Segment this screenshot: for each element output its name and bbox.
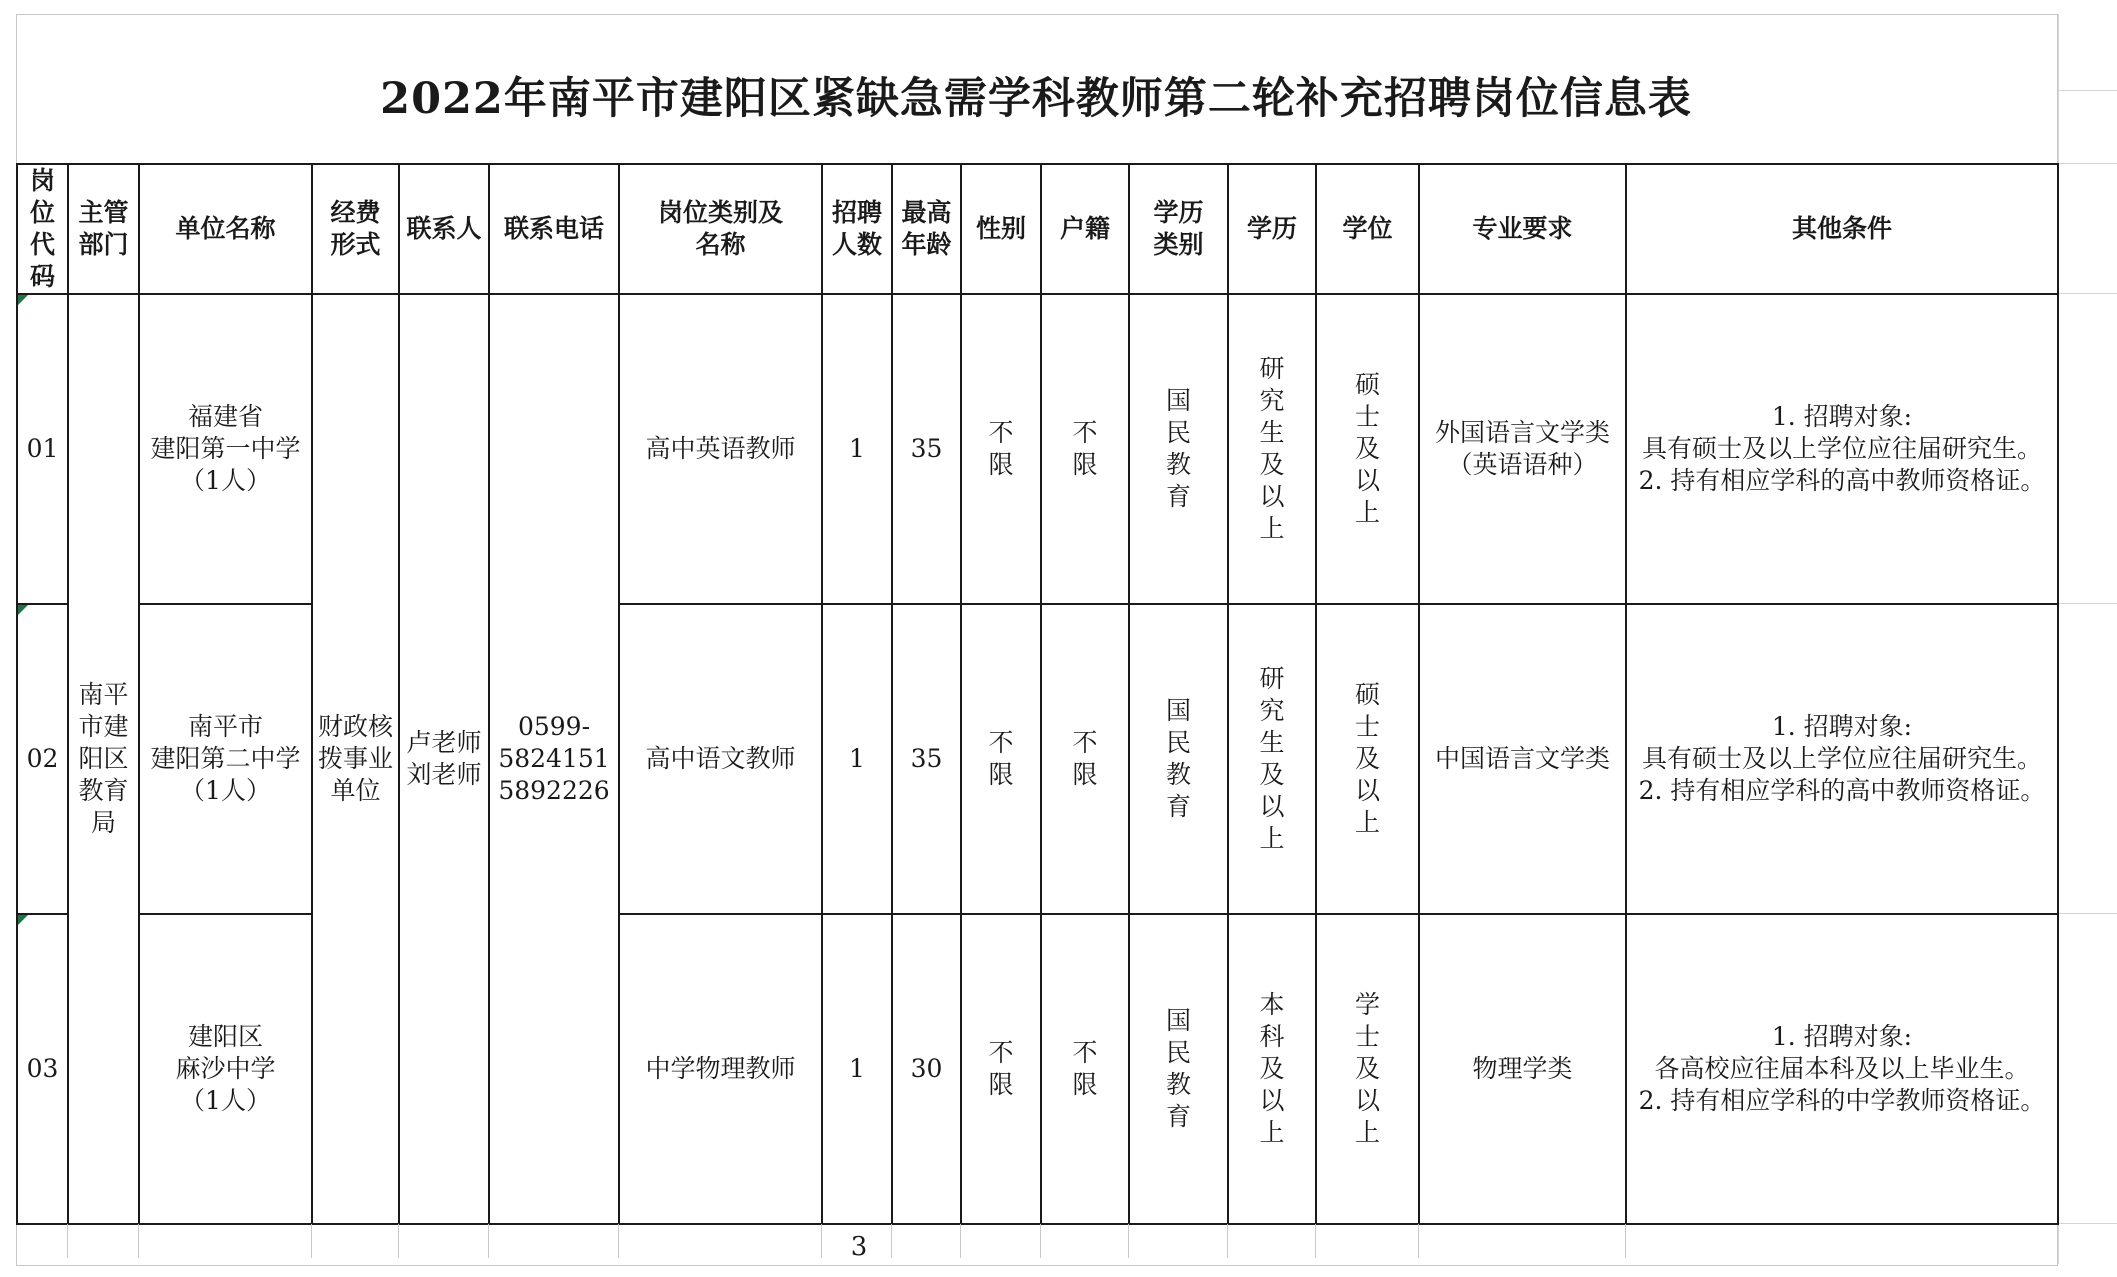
- header-funding: 经费形式: [312, 164, 399, 294]
- header-edu-type: 学历类别: [1129, 164, 1228, 294]
- unit-line: （1人）: [180, 1086, 271, 1115]
- cell-hukou: 不限: [1041, 604, 1129, 914]
- footer-gridline: [1418, 1224, 1419, 1258]
- other-line: 2. 持有相应学科的高中教师资格证。: [1638, 466, 2046, 495]
- header-unit: 单位名称: [139, 164, 312, 294]
- footer-gridline: [960, 1224, 961, 1258]
- cell-count: 1: [822, 914, 892, 1224]
- cell-count: 1: [822, 294, 892, 604]
- major-line: 外国语言文学类: [1434, 418, 1610, 447]
- sheet-gridline: [2058, 603, 2117, 604]
- cell-gender: 不限: [961, 604, 1041, 914]
- other-line: 1. 招聘对象:: [1771, 402, 1913, 431]
- cell-position: 高中语文教师: [619, 604, 822, 914]
- major-line: 中国语言文学类: [1434, 744, 1610, 773]
- unit-line: 南平市: [187, 712, 263, 741]
- cell-hukou: 不限: [1041, 294, 1129, 604]
- other-line: 1. 招聘对象:: [1771, 1022, 1913, 1051]
- footer-gridline: [67, 1224, 68, 1258]
- header-major: 专业要求: [1419, 164, 1626, 294]
- header-edu: 学历: [1228, 164, 1316, 294]
- other-line: 2. 持有相应学科的中学教师资格证。: [1638, 1086, 2046, 1115]
- unit-line: 建阳区: [187, 1022, 263, 1051]
- cell-degree: 学士及以上: [1316, 914, 1419, 1224]
- header-phone: 联系电话: [489, 164, 619, 294]
- phone-line: 0599-: [517, 712, 591, 741]
- table-row: [17, 294, 2058, 604]
- footer-gridline: [1227, 1224, 1228, 1258]
- cell-age: 30: [892, 914, 961, 1224]
- cell-dept: 南平市建阳区教育局: [68, 294, 139, 1224]
- unit-line: （1人）: [180, 776, 271, 805]
- footer-gridline: [1315, 1224, 1316, 1258]
- sheet-gridline: [2058, 293, 2117, 294]
- header-position: 岗位类别及名称: [619, 164, 822, 294]
- header-contact: 联系人: [399, 164, 489, 294]
- cell-marker-icon: [18, 605, 28, 615]
- major-line: （英语语种）: [1447, 450, 1598, 479]
- cell-marker-icon: [18, 915, 28, 925]
- header-hukou: 户籍: [1041, 164, 1129, 294]
- recruitment-table: [16, 163, 2059, 1225]
- footer-gridline: [398, 1224, 399, 1258]
- cell-code: 02: [17, 604, 68, 914]
- sheet-gridline: [2058, 90, 2117, 91]
- cell-gender: 不限: [961, 914, 1041, 1224]
- cell-funding: 财政核拨事业单位: [312, 294, 399, 1224]
- footer-gridline: [1128, 1224, 1129, 1258]
- unit-line: 麻沙中学: [175, 1054, 276, 1083]
- other-line: 具有硕士及以上学位应往届研究生。: [1641, 744, 2042, 773]
- cell-major: [1419, 914, 1626, 1224]
- phone-line: 5892226: [498, 776, 610, 805]
- footer-gridline: [311, 1224, 312, 1258]
- unit-line: 福建省: [187, 402, 263, 431]
- cell-other: [1626, 604, 2058, 914]
- cell-position: 中学物理教师: [619, 914, 822, 1224]
- header-gender: 性别: [961, 164, 1041, 294]
- cell-hukou: 不限: [1041, 914, 1129, 1224]
- cell-unit: [139, 294, 312, 604]
- cell-degree: 硕士及以上: [1316, 604, 1419, 914]
- sheet-gridline: [2058, 913, 2117, 914]
- header-degree: 学位: [1316, 164, 1419, 294]
- unit-line: 建阳第二中学: [150, 744, 301, 773]
- unit-line: （1人）: [180, 466, 271, 495]
- cell-code: 03: [17, 914, 68, 1224]
- header-other: 其他条件: [1626, 164, 2058, 294]
- cell-count: 1: [822, 604, 892, 914]
- cell-age: 35: [892, 604, 961, 914]
- cell-degree: 硕士及以上: [1316, 294, 1419, 604]
- sheet-gridline: [2058, 163, 2117, 164]
- other-line: 各高校应往届本科及以上毕业生。: [1654, 1054, 2030, 1083]
- header-row: [17, 164, 2058, 294]
- footer-gridline: [821, 1224, 822, 1258]
- cell-edu-type: 国民教育: [1129, 914, 1228, 1224]
- sheet-gridline: [2058, 1223, 2117, 1224]
- cell-edu: 研究生及以上: [1228, 294, 1316, 604]
- other-line: 1. 招聘对象:: [1771, 712, 1913, 741]
- header-code: 岗位代码: [17, 164, 68, 294]
- cell-contact: [399, 294, 489, 1224]
- major-line: 物理学类: [1472, 1054, 1573, 1083]
- cell-position: 高中英语教师: [619, 294, 822, 604]
- cell-code: 01: [17, 294, 68, 604]
- cell-unit: [139, 604, 312, 914]
- cell-edu-type: 国民教育: [1129, 294, 1228, 604]
- footer-gridline: [488, 1224, 489, 1258]
- cell-gender: 不限: [961, 294, 1041, 604]
- cell-major: [1419, 604, 1626, 914]
- cell-phone: [489, 294, 619, 1224]
- document-title: 2022年南平市建阳区紧缺急需学科教师第二轮补充招聘岗位信息表: [380, 73, 1692, 124]
- unit-line: 建阳第一中学: [150, 434, 301, 463]
- header-age: 最高年龄: [892, 164, 961, 294]
- cell-other: [1626, 914, 2058, 1224]
- cell-edu-type: 国民教育: [1129, 604, 1228, 914]
- footer-gridline: [138, 1224, 139, 1258]
- cell-edu: 本科及以上: [1228, 914, 1316, 1224]
- contact-line: 卢老师: [406, 728, 482, 757]
- cell-marker-icon: [18, 295, 28, 305]
- header-dept: 主管部门: [68, 164, 139, 294]
- footer-gridline: [1625, 1224, 1626, 1258]
- page-number: 3: [850, 1232, 868, 1262]
- header-count: 招聘人数: [822, 164, 892, 294]
- phone-line: 5824151: [498, 744, 610, 773]
- footer-gridline: [1040, 1224, 1041, 1258]
- cell-edu: 研究生及以上: [1228, 604, 1316, 914]
- cell-major: [1419, 294, 1626, 604]
- footer-gridline: [618, 1224, 619, 1258]
- cell-age: 35: [892, 294, 961, 604]
- contact-line: 刘老师: [406, 760, 482, 789]
- cell-other: [1626, 294, 2058, 604]
- footer-row: [16, 1224, 2057, 1258]
- other-line: 具有硕士及以上学位应往届研究生。: [1641, 434, 2042, 463]
- cell-unit: [139, 914, 312, 1224]
- other-line: 2. 持有相应学科的高中教师资格证。: [1638, 776, 2046, 805]
